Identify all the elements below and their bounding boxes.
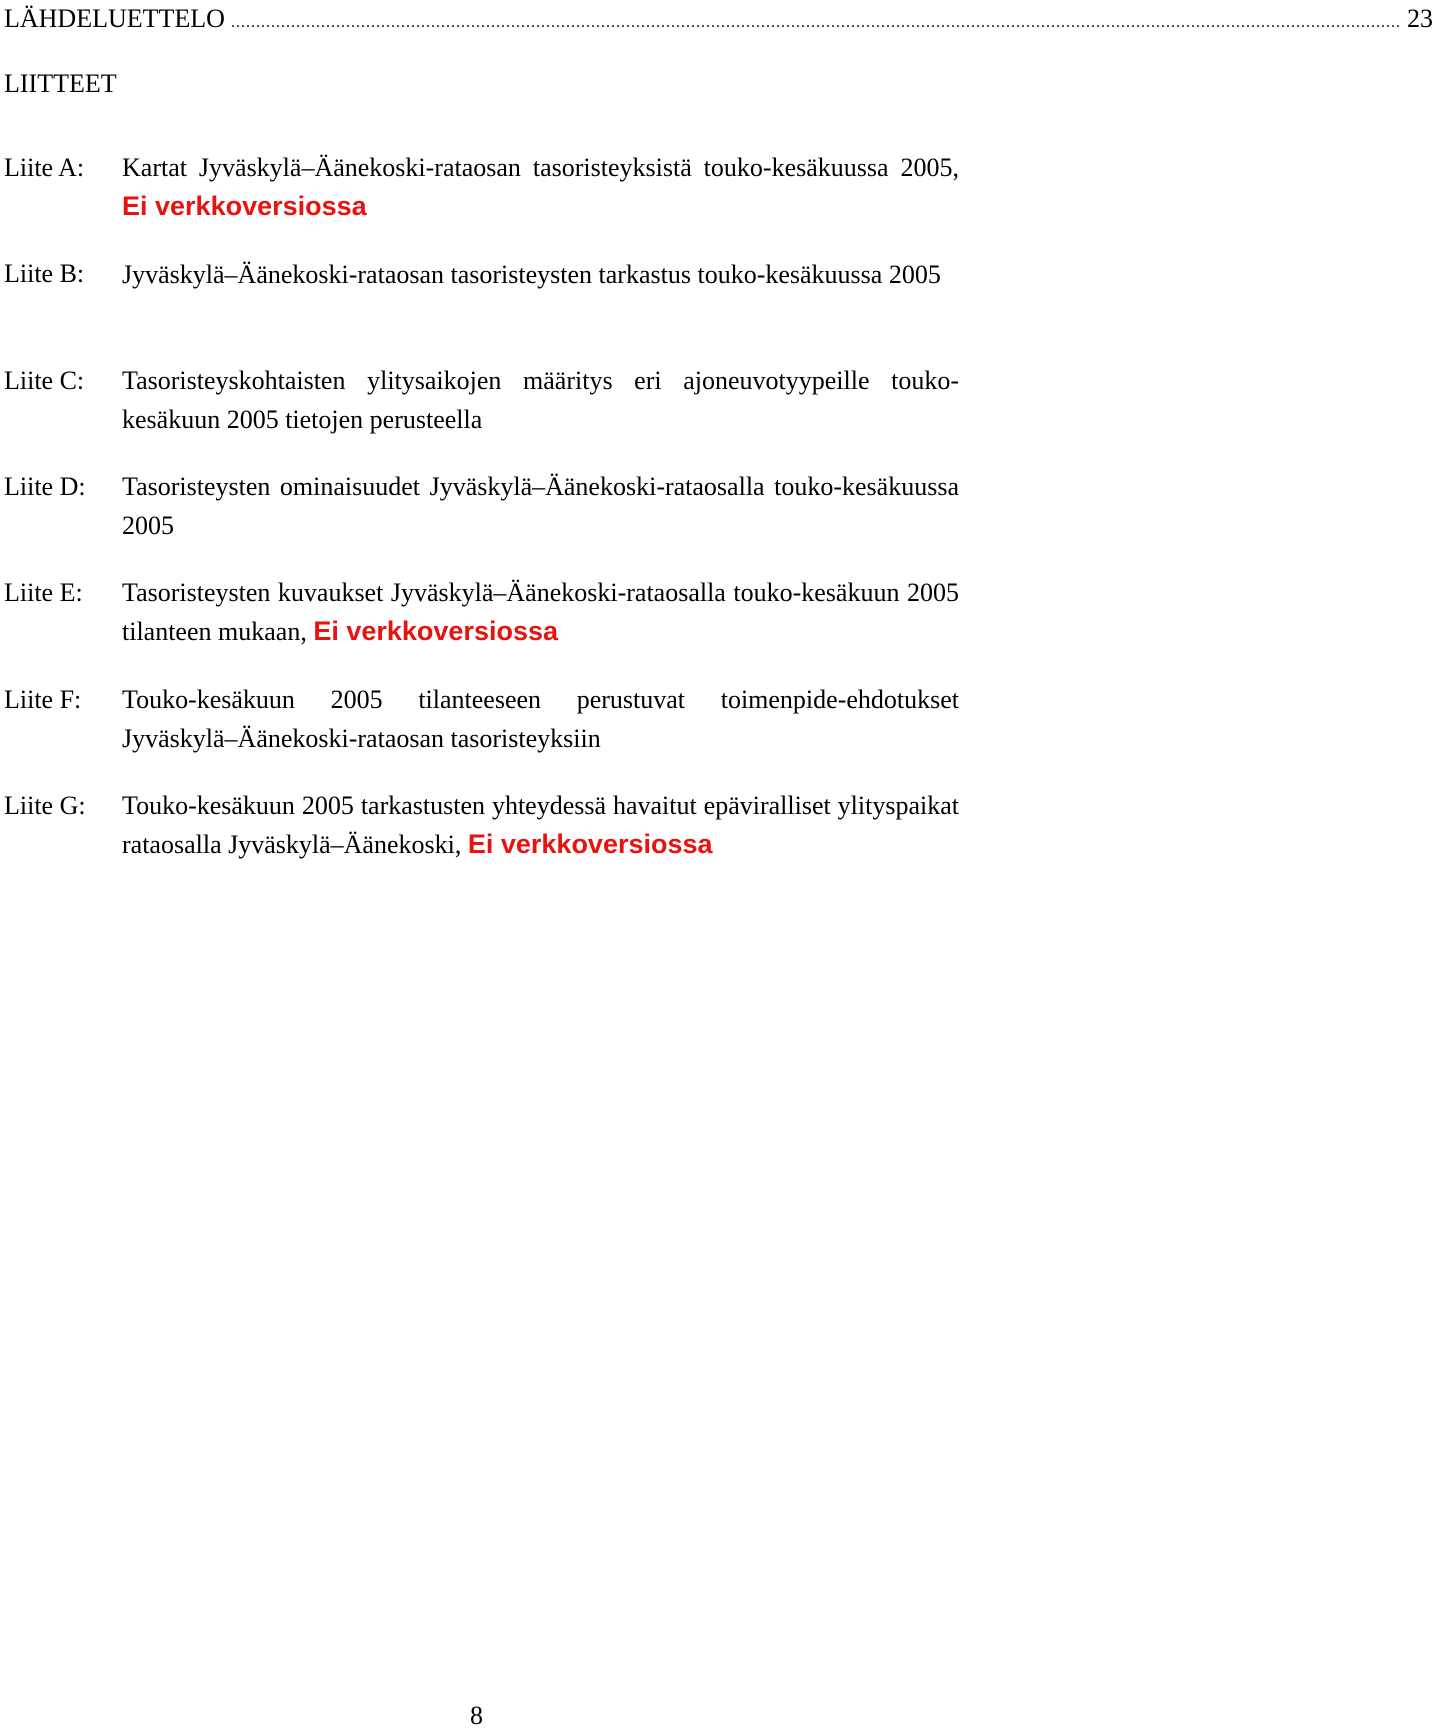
- appendix-label: Liite D:: [4, 472, 86, 501]
- appendix-label: Liite B:: [4, 259, 85, 288]
- appendix-b: [4, 255, 959, 294]
- appendix-d: [4, 468, 959, 545]
- toc-entry-title: LÄHDELUETTELO: [4, 4, 225, 33]
- appendix-text: Jyväskylä–Äänekoski-rataosan tasoristeysten tarkastus touko-kesäkuussa 2005: [122, 260, 941, 289]
- appendix-c: [4, 362, 959, 439]
- appendix-label: Liite C:: [4, 366, 85, 395]
- appendix-text: Touko-kesäkuun 2005 tarkastusten yhteydessä havaitut epäviralliset ylityspaikat rataosalla Jyväskylä–Äänekoski,: [122, 791, 959, 859]
- appendix-text: Kartat Jyväskylä–Äänekoski-rataosan tasoristeyksistä touko-kesäkuussa 2005,: [122, 153, 959, 182]
- not-in-web-version-note: Ei verkkoversiossa: [122, 191, 367, 221]
- appendix-description: [122, 149, 959, 226]
- appendices-heading: LIITTEET: [4, 69, 117, 98]
- toc-page-number: 23: [1406, 4, 1433, 33]
- page-number: 8: [470, 1701, 483, 1730]
- appendix-description: [122, 362, 959, 439]
- appendix-f: [4, 681, 959, 758]
- appendix-label: Liite G:: [4, 791, 86, 820]
- appendix-text: Tasoristeysten kuvaukset Jyväskylä–Äänekoski-rataosalla touko-kesäkuun 2005 tilanteen mukaan,: [122, 578, 959, 646]
- appendix-description: [122, 681, 959, 758]
- appendix-g: [4, 787, 959, 864]
- toc-entry-references: [4, 2, 1433, 36]
- appendix-text: Tasoristeyskohtaisten ylitysaikojen määritys eri ajoneuvotyypeille touko-kesäkuun 2005 tietojen perusteella: [122, 366, 959, 434]
- appendix-description: [122, 468, 959, 545]
- appendix-a: [4, 149, 959, 226]
- appendix-description: [122, 574, 959, 651]
- not-in-web-version-note: Ei verkkoversiossa: [313, 616, 559, 646]
- not-in-web-version-note: Ei verkkoversiossa: [467, 829, 713, 859]
- appendix-label: Liite A:: [4, 153, 85, 182]
- appendix-label: Liite E:: [4, 578, 83, 607]
- toc-dot-leader: ..........................................................................................................................................................................................................................................: [230, 14, 1401, 31]
- appendix-text: Touko-kesäkuun 2005 tilanteeseen perustuvat toimenpide-ehdotukset Jyväskylä–Äänekoski-rataosan tasoristeyksiin: [122, 685, 959, 753]
- appendix-description: [122, 255, 959, 294]
- appendix-text: Tasoristeysten ominaisuudet Jyväskylä–Äänekoski-rataosalla touko-kesäkuussa 2005: [122, 472, 959, 540]
- appendix-description: [122, 787, 959, 864]
- appendix-label: Liite F:: [4, 685, 82, 714]
- appendix-e: [4, 574, 959, 651]
